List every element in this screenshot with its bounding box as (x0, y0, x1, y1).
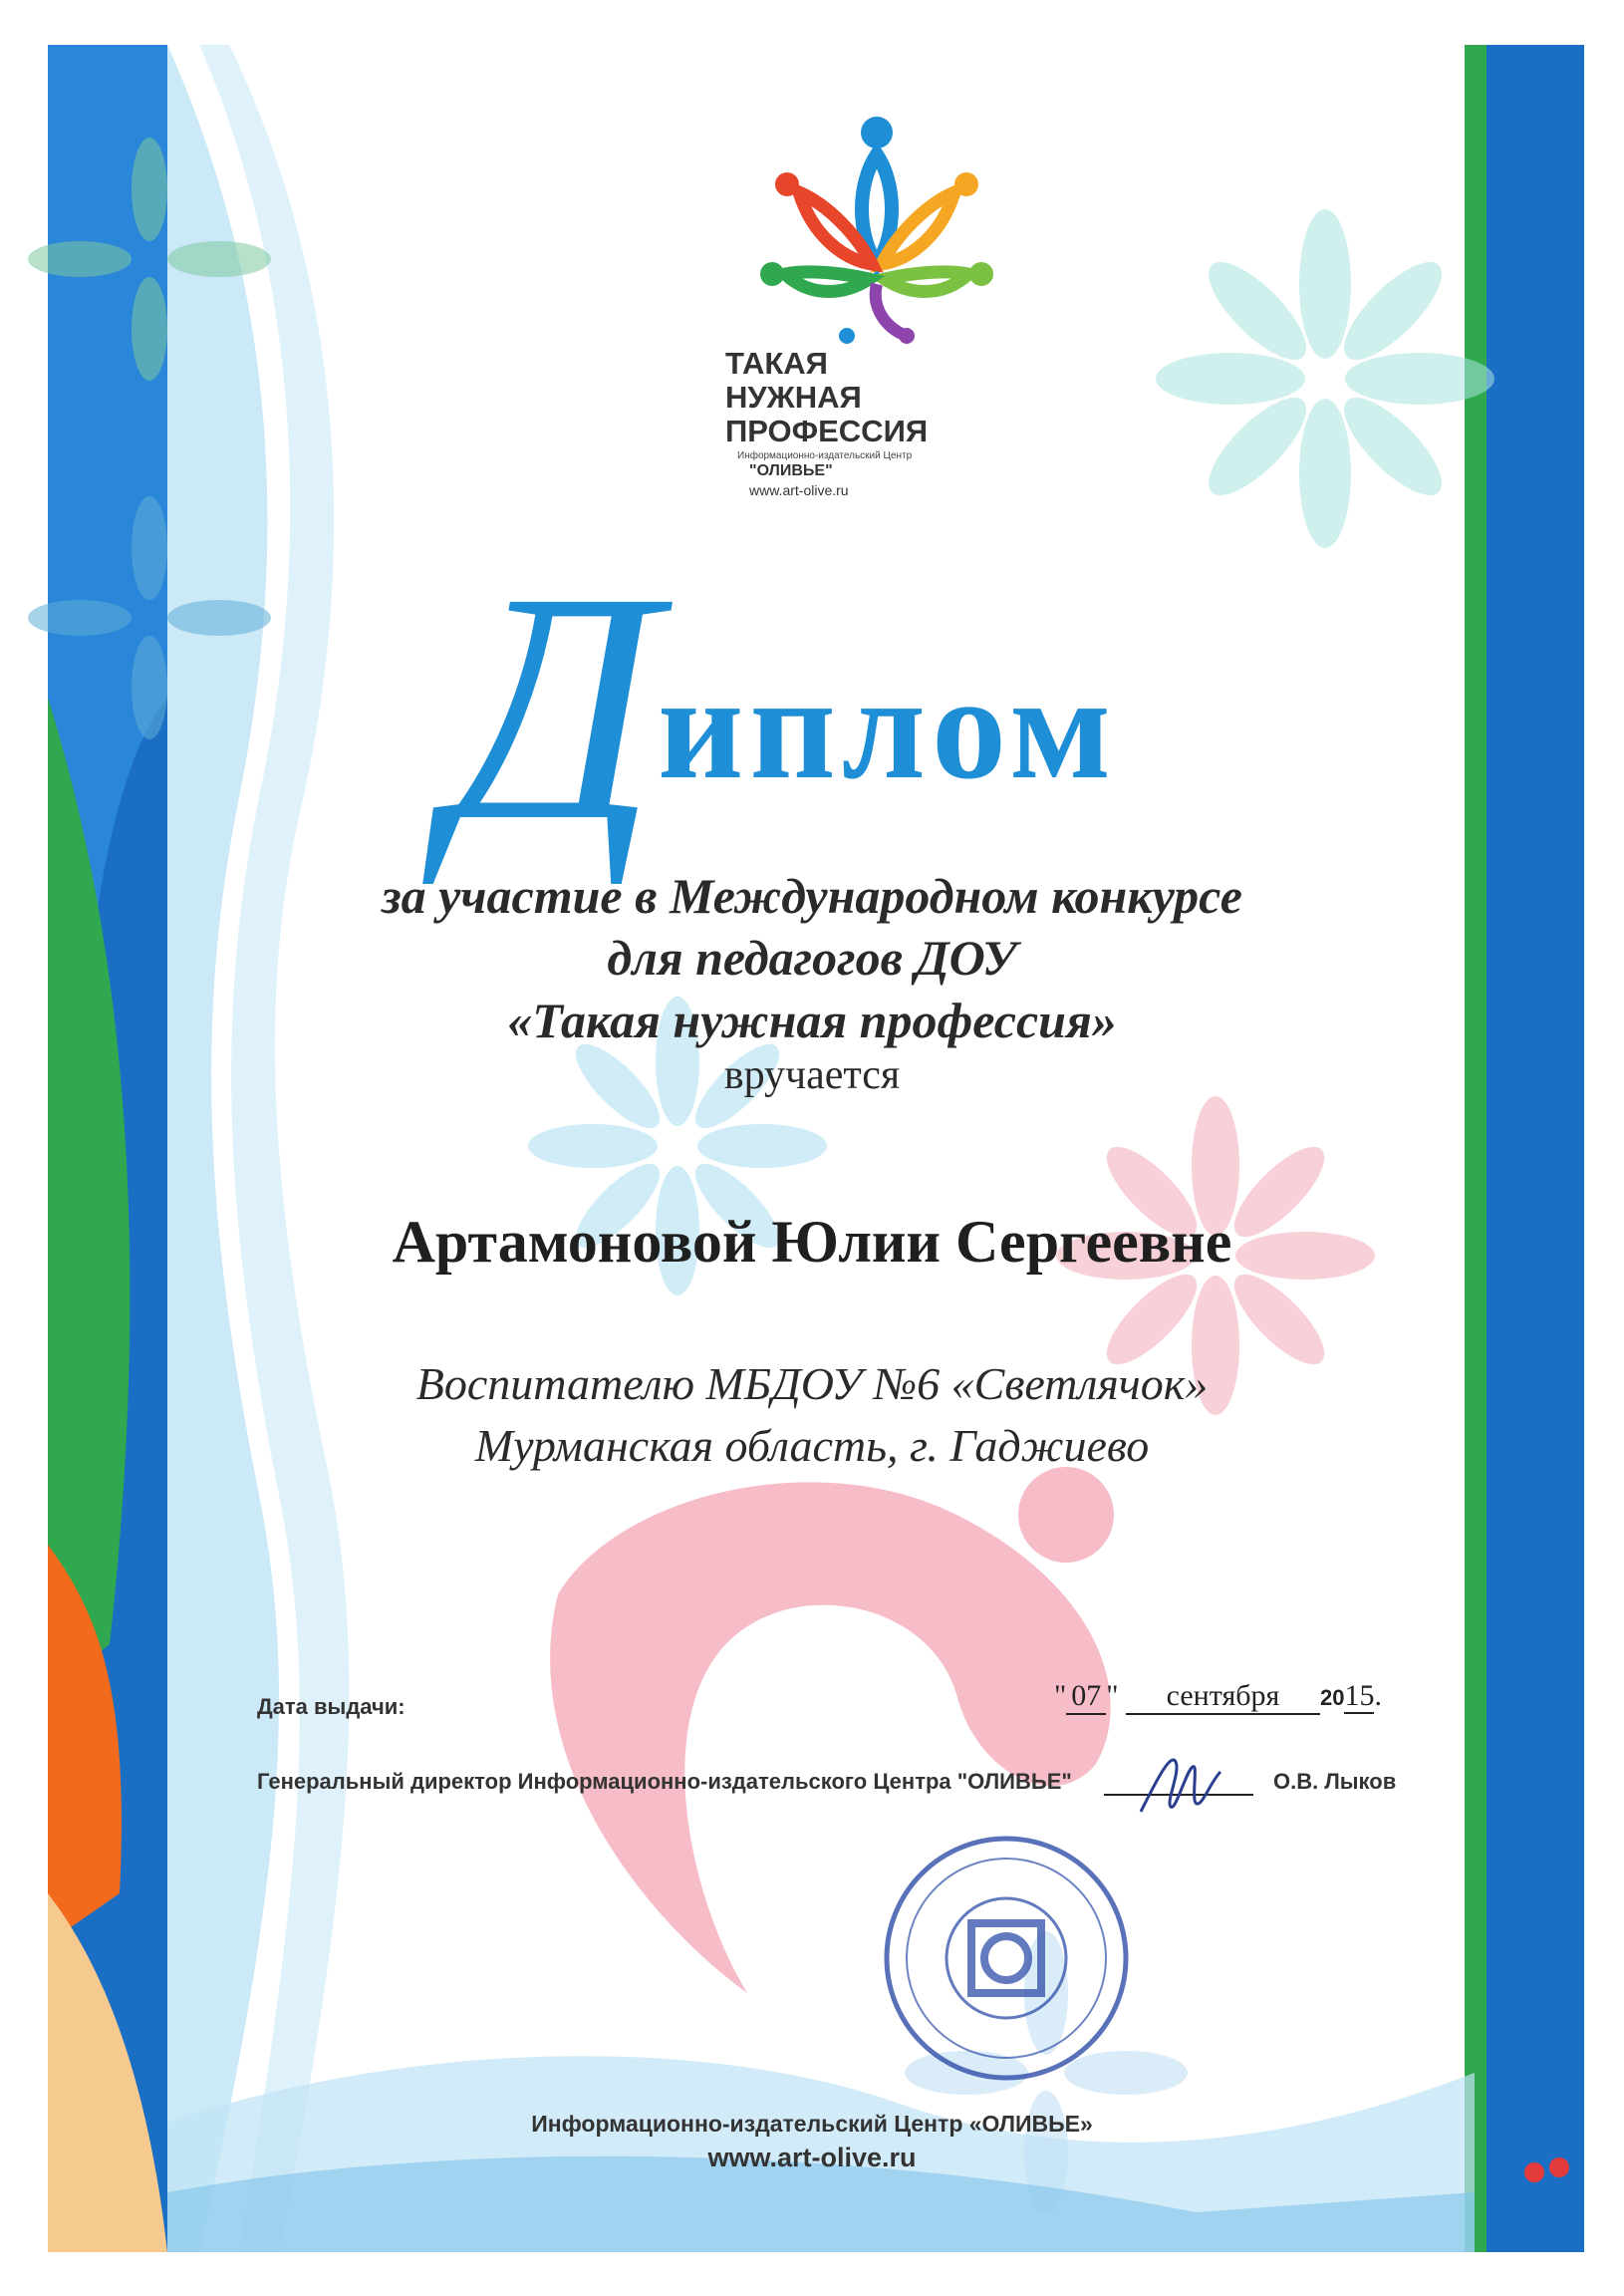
position-line-2: Мурманская область, г. Гаджиево (474, 1420, 1150, 1471)
issue-year-suffix: 15 (1344, 1679, 1375, 1712)
reason-line-3: «Такая нужная профессия» (507, 993, 1117, 1048)
logo-line-2: НУЖНАЯ (725, 380, 862, 415)
awarded-to-label: вручается (723, 1052, 901, 1098)
logo-url: www.art-olive.ru (749, 482, 849, 498)
footer-org: Информационно-издательский Центр «ОЛИВЬЕ» (531, 2111, 1093, 2137)
logo-line-1: ТАКАЯ (725, 346, 828, 381)
recipient-name: Артамоновой Юлии Сергеевне (392, 1209, 1232, 1275)
issue-date-open-quote: " (1054, 1679, 1067, 1712)
title-rest: иплом (658, 645, 1118, 810)
director-label: Генеральный директор Информационно-издательского Центра "ОЛИВЬЕ" (257, 1769, 1072, 1794)
issue-date-close-quote: " (1106, 1679, 1119, 1712)
issue-date-label: Дата выдачи: (257, 1694, 406, 1719)
flower-logo-icon (757, 115, 996, 344)
logo-org-small: Информационно-издательский Центр (737, 450, 913, 461)
logo-line-3: ПРОФЕССИЯ (725, 414, 929, 448)
position-line-1: Воспитателю МБДОУ №6 «Светлячок» (415, 1358, 1209, 1409)
logo-org-name: "ОЛИВЬЕ" (749, 462, 833, 479)
reason-line-1: за участие в Международном конкурсе (382, 868, 1242, 924)
issue-date-dot: . (1374, 1679, 1382, 1712)
director-name: О.В. Лыков (1273, 1769, 1397, 1794)
footer-url: www.art-olive.ru (707, 2143, 917, 2172)
issue-year-prefix: 20 (1320, 1685, 1345, 1710)
issue-day: 07 (1066, 1679, 1106, 1715)
signature-mark (1131, 1742, 1230, 1822)
reason-line-2: для педагогов ДОУ (607, 930, 1017, 986)
issue-month: сентября (1126, 1679, 1320, 1715)
issue-date (1054, 1679, 1382, 1715)
official-stamp (877, 1829, 1136, 2088)
title-first-letter: Д (448, 525, 658, 889)
